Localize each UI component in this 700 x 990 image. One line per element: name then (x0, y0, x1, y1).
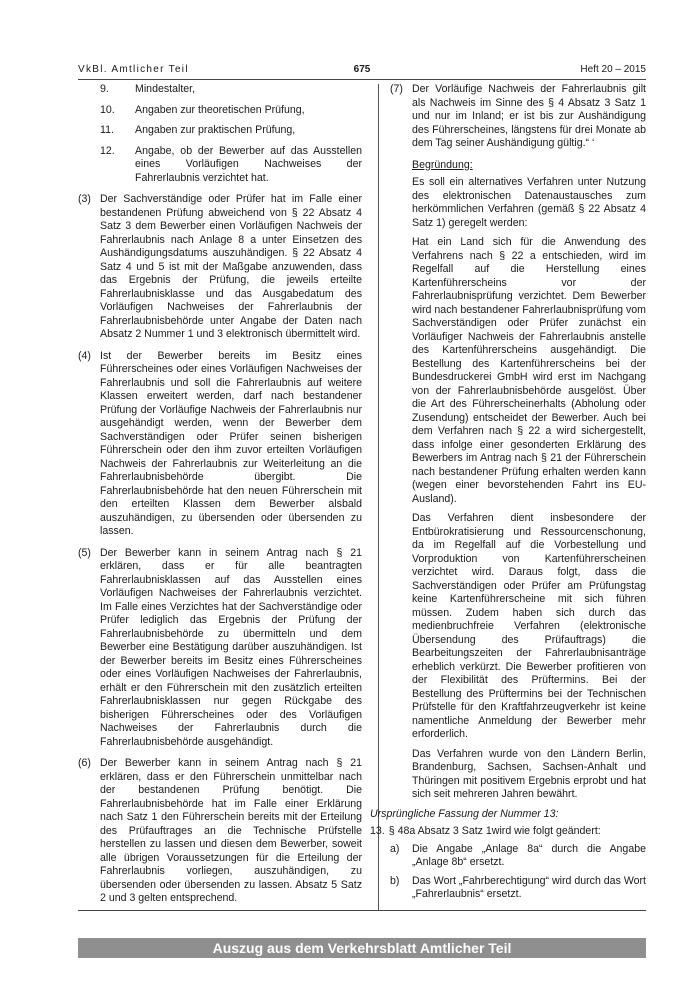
journal-title: VkBl. Amtlicher Teil (78, 64, 189, 75)
paragraph-number: (5) (78, 546, 91, 559)
paragraph-text: Ist der Bewerber bereits im Besitz eines Führerscheines oder eines Vorläufigen Nachweises der Fahrerlaubnis und soll die Fahrerlaubnis auf weitere Klassen erweitert werden, darf nach bestandener Prüfung der Vorläufige Nachweis der Fahrerlaubnis nur ausgehändigt werden, wenn der Bewerber dem Sachverständigen oder Prüfer seinen bisherigen Führerschein oder den ihm zuvor erteilten Vorläufigen Nachweis der Fahrerlaubnis zur Weiterleitung an die Fahrerlaubnisbehörde übergibt. Die Fahrerlaubnisbehörde hat den neuen Führerschein mit den erteilten Klassen dem Bewerber alsbald auszuhändigen, zu übersenden oder übersenden zu lassen. (100, 349, 362, 537)
item-number: 12. (100, 144, 115, 157)
paragraph-number: (3) (78, 193, 91, 205)
lettered-text: Das Wort „Fahrberechtigung“ wird durch das Wort „Fahrerlaubnis“ ersetzt. (412, 874, 646, 900)
paragraph-number: (7) (390, 83, 403, 95)
item-text: Mindestalter, (135, 83, 196, 95)
item-number: 13. (370, 825, 385, 837)
paragraph-4 (78, 350, 362, 539)
footer-banner: Auszug aus dem Verkehrsblatt Amtlicher Teil (78, 938, 646, 958)
paragraph-5 (78, 547, 362, 750)
item-number: 10. (100, 103, 115, 116)
lettered-text: Die Angabe „Anlage 8a“ durch die Angabe „Anlage 8b“ ersetzt. (412, 842, 646, 868)
paragraph-6 (78, 757, 362, 906)
lettered-item (390, 875, 646, 902)
paragraph-number: (4) (78, 349, 91, 362)
item-text: Angaben zur praktischen Prüfung, (135, 124, 296, 136)
right-column (370, 83, 646, 907)
item-text: Angaben zur theoretischen Prüfung, (135, 103, 305, 116)
paragraph-text: Der Bewerber kann in seinem Antrag nach § 21 erklären, dass er den Führerschein unmittelbar nach der bestandenen Prüfung benötigt. Die Fahrerlaubnisbehörde hat im Falle einer Erklärung nach Satz 1 den Führerschein bereits mit der Erteilung des Prüfauftrages an die Technische Prüfstelle herstellen zu lassen und diesen dem Bewerber, soweit alle übrigen Voraussetzungen für die Erteilung der Fahrerlaubnis vorliegen, auszuhändigen, zu übersenden oder übersenden zu lassen. Absatz 5 Satz 2 und 3 gelten entsprechend. (100, 757, 362, 904)
letter: b) (390, 874, 400, 887)
item-text: Angabe, ob der Bewerber auf das Ausstellen eines Vorläufigen Nachweises der Fahrerlaubnis verzichtet hat. (135, 144, 362, 184)
begruendung-paragraph: Das Verfahren dient insbesondere der Entbürokratisierung und Ressourcenschonung, da im Regelfall auf die Vorbestellung und Vorproduktion von Kartenführerscheinen verzichtet wird. Daraus folgt, dass die Sachverständigen oder Prüfer am Prüfungstag keine Kartenführerscheine mit sich führen müssen. Zudem haben sich durch das medienbruchfreie Verfahren (elektronische Übersendung des Prüfauftrags) die Bearbeitungszeiten der Fahrerlaubnisanträge erheblich verkürzt. Die Bewerber profitieren von der Flexibilität des Prüftermins. Bei der Bestellung des Prüftermins bei der Technischen Prüfstelle für den Kraftfahrzeugverkehr ist keine namentliche Anmeldung der Bewerber mehr erforderlich. (412, 512, 646, 740)
paragraph-number: (6) (78, 757, 91, 769)
original-version-label: Ursprüngliche Fassung der Nummer 13: (370, 807, 559, 820)
issue-label: Heft 20 – 2015 (580, 64, 646, 75)
item-text: § 48a Absatz 3 Satz 1wird wie folgt geändert: (388, 825, 601, 837)
item-number: 11. (100, 124, 114, 136)
paragraph-7 (390, 83, 646, 151)
begruendung-paragraph: Es soll ein alternatives Verfahren unter Nutzung des elektronischen Datenaustausches zum herkömmlichen Verfahren (gemäß § 22 Absatz 4 Satz 1) geregelt werden: (412, 176, 646, 229)
list-item (100, 104, 362, 118)
begruendung-heading: Begründung: (412, 158, 473, 171)
list-item (100, 145, 362, 186)
column-divider (378, 84, 379, 910)
item-number: 9. (100, 83, 109, 95)
footer-rule (78, 910, 646, 911)
header-rule (78, 79, 646, 80)
left-column (78, 83, 362, 914)
page-number: 675 (353, 64, 371, 75)
lettered-item (390, 843, 646, 870)
paragraph-text: Der Sachverständige oder Prüfer hat im Falle einer bestandenen Prüfung abweichend von § 22 Absatz 4 Satz 3 dem Bewerber einen Vorläufigen Nachweis der Fahrerlaubnis nach Anlage 8 a unter Einsetzen des Aushändigungsdatums auszuhändigen. § 22 Absatz 4 Satz 4 und 5 ist mit der Maßgabe anzuwenden, dass das Ergebnis der Prüfung, die jeweils erteilte Fahrerlaubnisklasse und das Ausgabedatum des Vorläufigen Nachweises der Fahrerlaubnis der Fahrerlaubnisbehörde unter Angabe der Daten nach Absatz 2 Nummer 1 und 3 elektronisch übermittelt wird. (100, 193, 362, 340)
paragraph-3 (78, 193, 362, 342)
page-header (78, 64, 646, 80)
paragraph-text: Der Vorläufige Nachweis der Fahrerlaubnis gilt als Nachweis im Sinne des § 4 Absatz 3 Satz 1 und nur im Inland; er ist bis zur Aushändigung des Führerscheines, längstens für drei Monate ab dem Tag seiner Aushändigung gültig.“ ‘ (412, 83, 646, 149)
begruendung-paragraph: Hat ein Land sich für die Anwendung des Verfahrens nach § 22 a entschieden, wird im Regelfall auf die Herstellung eines Kartenführerscheins vor der Fahrerlaubnisprüfung verzichtet. Dem Bewerber wird nach bestandener Fahrerlaubnisprüfung vom Sachverständigen oder Prüfer zunächst ein Vorläufiger Nachweis der Fahrerlaubnis anstelle des Kartenführerscheins ausgehändigt. Die Bestellung des Kartenführerscheins bei der Bundesdruckerei GmbH wird erst im Nachgang von der Fahrerlaubnisbehörde ausgelöst. Über die Art des Führerscheinerhalts (Abholung oder Zusendung) entscheidet der Bewerber. Auch bei dem Verfahren nach § 22 a wird sichergestellt, dass infolge einer gesonderten Erklärung des Bewerbers im Antrag nach § 21 der Führerschein nach bestandener Prüfung erhalten werden kann (wegen einer bevorstehenden Fahrt ins EU-Ausland). (412, 236, 646, 505)
item-13 (370, 825, 646, 839)
list-item (100, 83, 362, 97)
begruendung-paragraph: Das Verfahren wurde von den Ländern Berlin, Brandenburg, Sachsen, Sachsen-Anhalt und Thüringen mit positivem Ergebnis erprobt und hat sich seit mehreren Jahren bewährt. (412, 747, 646, 800)
letter: a) (390, 842, 400, 855)
paragraph-text: Der Bewerber kann in seinem Antrag nach § 21 erklären, dass er für alle beantragten Fahrerlaubnisklassen auf das Ausstellen eines Vorläufigen Nachweises der Fahrerlaubnis verzichtet. Im Falle eines Verzichtes hat der Sachverständige oder Prüfer lediglich das Ergebnis der Prüfung der Fahrerlaubnisbehörde zu übermitteln und dem Bewerber eine Bestätigung darüber auszuhändigen. Ist der Bewerber bereits im Besitz eines Führerscheines oder eines Vorläufigen Nachweises der Fahrerlaubnis, erhält er den Führerschein mit den zusätzlich erteilten Fahrerlaubnisklassen nur gegen Rückgabe des bisherigen Führerscheines oder des Vorläufigen Nachweises der Fahrerlaubnis durch die Fahrerlaubnisbehörde ausgehändigt. (100, 546, 362, 748)
list-item (100, 124, 362, 138)
